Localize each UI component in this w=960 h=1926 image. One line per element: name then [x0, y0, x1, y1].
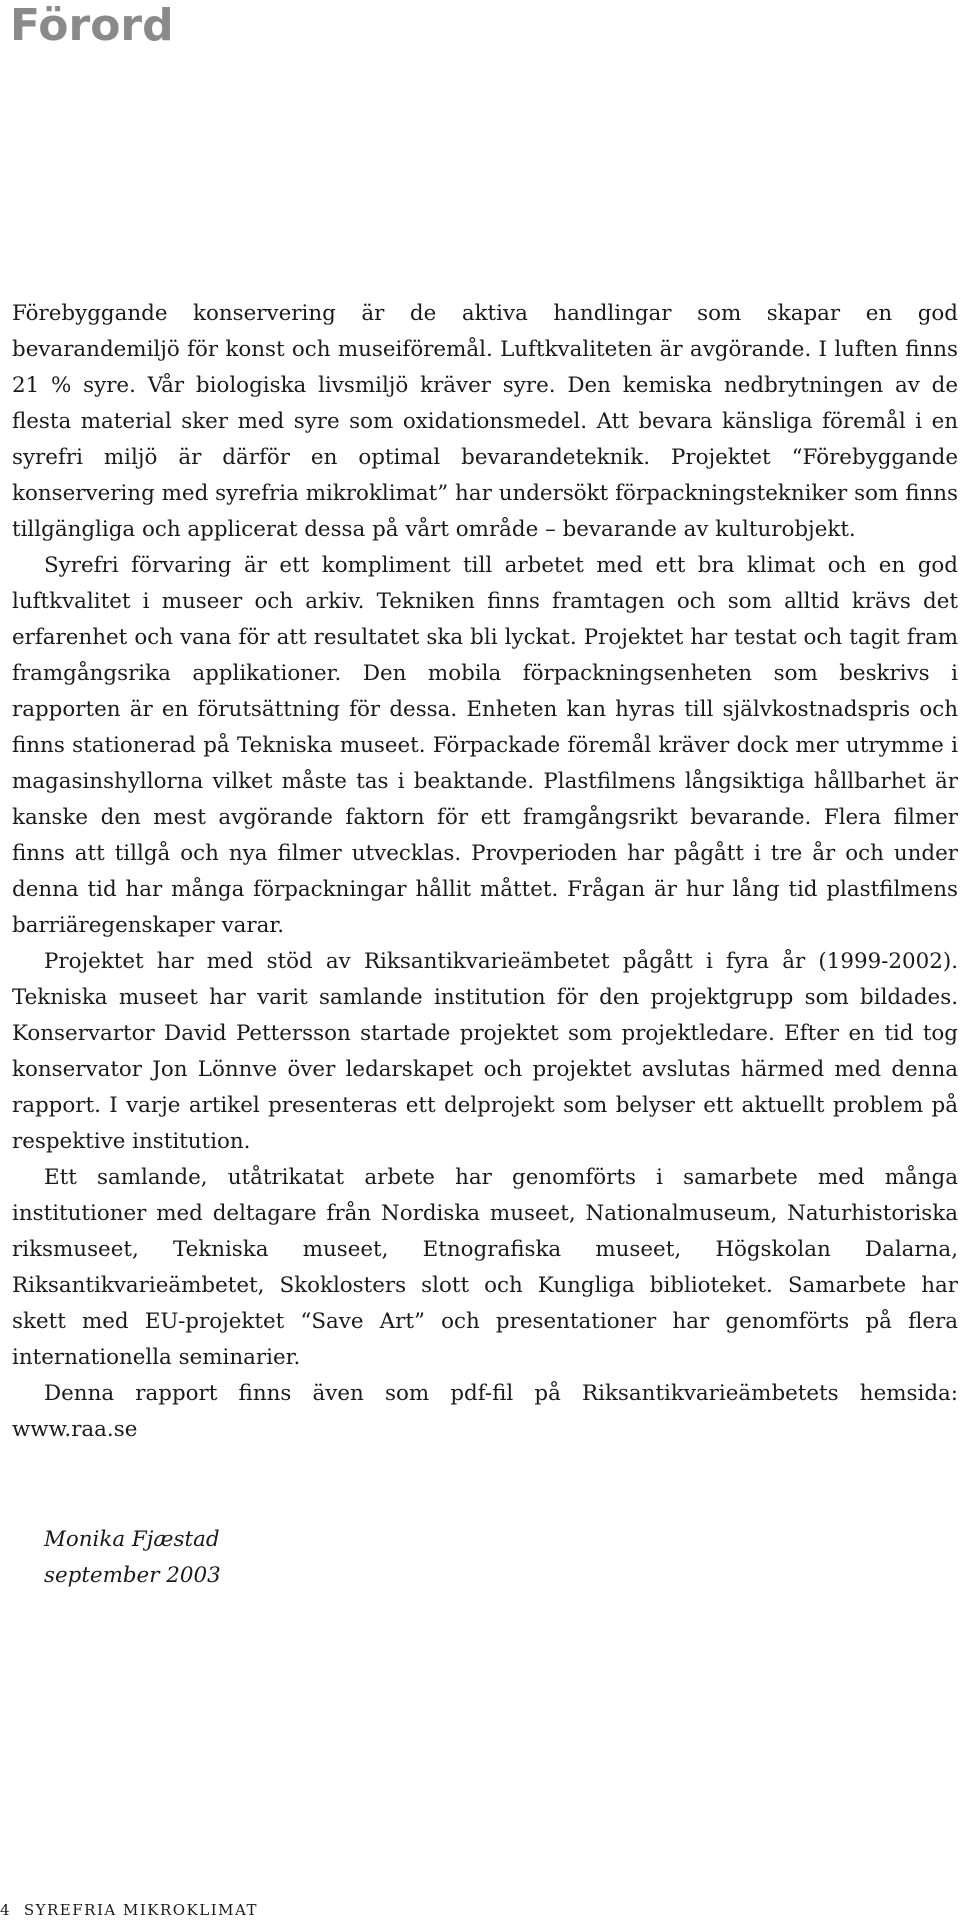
paragraph-3: Projektet har med stöd av Riksantikvarieämbetet pågått i fyra år (1999-2002). Tekniska museet har varit samlande institution för den projektgrupp som bildades. Konservartor David Pettersson startade projektet som projektledare. Efter en tid tog konservator Jon Lönnve över ledarskapet och projektet avslutas härmed med denna rapport. I varje artikel presenteras ett delprojekt som belyser ett aktuellt problem på respektive institution. [12, 949, 958, 1154]
paragraph-5: Denna rapport finns även som pdf-fil på Riksantikvarieämbetets hemsida: www.raa.se [12, 1381, 958, 1442]
page-number: 4 [0, 1901, 10, 1919]
running-title: SYREFRIA MIKROKLIMAT [23, 1901, 259, 1919]
signature-date: september 2003 [44, 1563, 221, 1588]
paragraph-2: Syrefri förvaring är ett kompliment till arbetet med ett bra klimat och en god luftkvalitet i museer och arkiv. Tekniken finns framtagen och som alltid krävs det erfarenhet och vana för att resultatet ska bli lyckat. Projektet har testat och tagit fram framgångsrika applikationer. Den mobila förpackningsenheten som beskrivs i rapporten är en förutsättning för dessa. Enheten kan hyras till självkostnadspris och finns stationerad på Tekniska museet. Förpackade föremål kräver dock mer utrymme i magasinshyllorna vilket måste tas i beaktande. Plastfilmens långsiktiga hållbarhet är kanske den mest avgörande faktorn för ett framgångsrikt bevarande. Flera filmer finns att tillgå och nya filmer utvecklas. Provperioden har pågått i tre år och under denna tid har många förpackningar hållit måttet. Frågan är hur lång tid plastfilmens barriäregenskaper varar. [12, 553, 958, 938]
page-title: Förord [10, 0, 174, 51]
signature-name: Monika Fjæstad [44, 1527, 220, 1552]
body-text [12, 296, 958, 1448]
paragraph-4: Ett samlande, utåtrikatat arbete har genomförts i samarbete med många institutioner med deltagare från Nordiska museet, Nationalmuseum, Naturhistoriska riksmuseet, Tekniska museet, Etnografiska museet, Högskolan Dalarna, Riksantikvarieämbetet, Skoklosters slott och Kungliga biblioteket. Samarbete har skett med EU-projektet “Save Art” och presentationer har genomförts på flera internationella seminarier. [12, 1165, 958, 1370]
page-footer [0, 1900, 258, 1920]
signature-block [44, 1522, 221, 1594]
paragraph-1: Förebyggande konservering är de aktiva handlingar som skapar en god bevarandemiljö för konst och museiföremål. Luftkvaliteten är avgörande. I luften finns 21 % syre. Vår biologiska livsmiljö kräver syre. Den kemiska nedbrytningen av de flesta material sker med syre som oxidationsmedel. Att bevara känsliga föremål i en syrefri miljö är därför en optimal bevarandeteknik. Projektet “Förebyggande konservering med syrefria mikroklimat” har undersökt förpackningstekniker som finns tillgängliga och applicerat dessa på vårt område – bevarande av kulturobjekt. [12, 301, 958, 542]
